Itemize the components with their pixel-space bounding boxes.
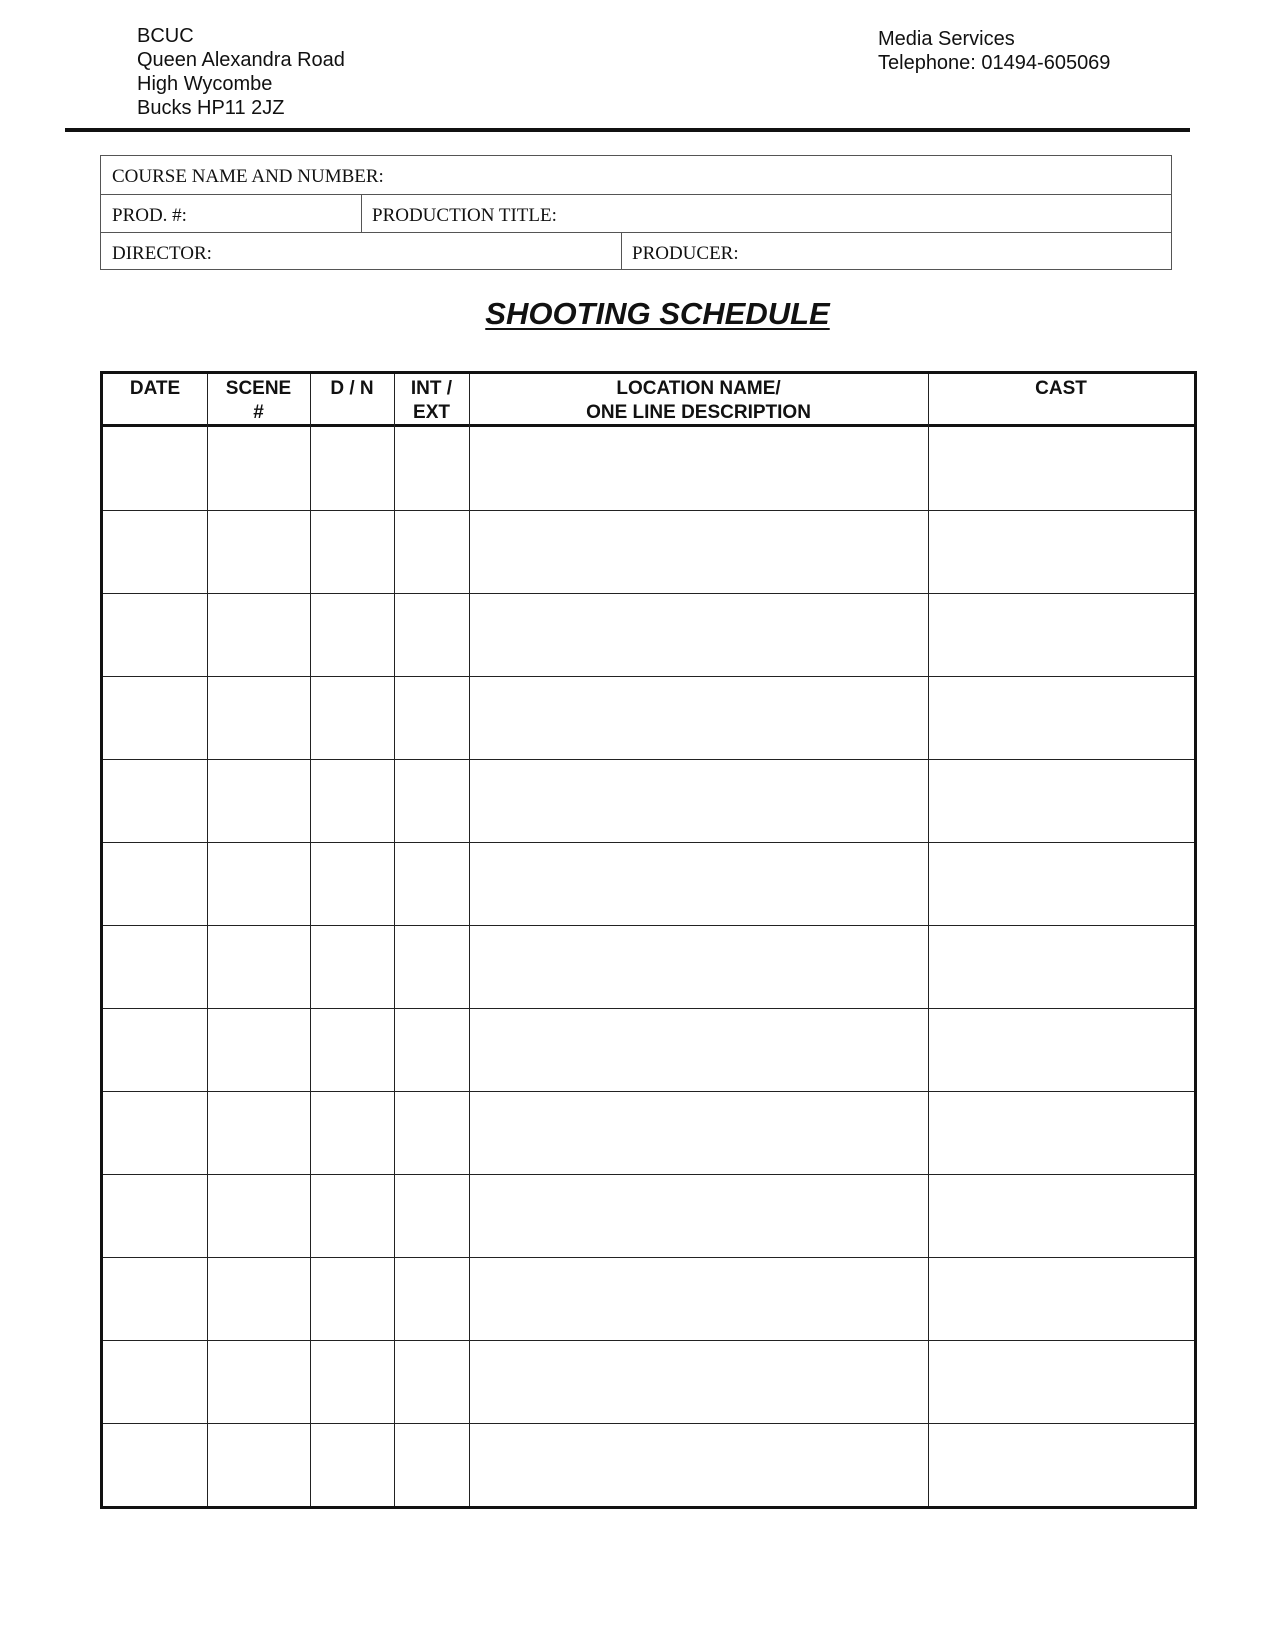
course-row [101,156,1171,195]
table-row [103,1423,1194,1424]
shooting-schedule-table [100,371,1197,1509]
header-date [103,374,207,424]
header-text: INT / [410,378,453,399]
header-cast [928,374,1194,424]
department-name: Media Services [878,28,1015,50]
table-row [103,510,1194,511]
table-row [103,676,1194,677]
producer-field[interactable] [621,233,1171,269]
address-line: High Wycombe [137,73,273,95]
page-title: SHOOTING SCHEDULE [485,296,830,331]
producer-label: PRODUCER: [632,243,739,264]
table-row [103,1340,1194,1341]
table-row [103,593,1194,594]
header-text: # [253,402,264,423]
table-row [103,1174,1194,1175]
course-name-field[interactable] [101,156,1171,194]
address-block [137,24,345,120]
prod-number-field[interactable] [101,195,361,232]
column-divider [928,374,929,1506]
table-row [103,1091,1194,1092]
header-text: CAST [1035,378,1087,399]
header-int-ext [394,374,469,424]
production-title-label: PRODUCTION TITLE: [372,205,557,226]
course-name-label: COURSE NAME AND NUMBER: [112,166,384,187]
address-line: Bucks HP11 2JZ [137,97,285,119]
header-text: DATE [129,378,181,399]
table-row [103,1257,1194,1258]
header-location [469,374,928,424]
prod-number-label: PROD. #: [112,205,187,226]
table-row [103,1008,1194,1009]
production-title-field[interactable] [361,195,1171,232]
telephone-line: Telephone: 01494-605069 [878,52,1111,74]
address-line: BCUC [137,25,194,47]
header-text: EXT [413,402,450,423]
table-row [103,759,1194,760]
production-info-form [100,155,1172,270]
column-divider [469,374,470,1506]
production-row [101,195,1171,233]
column-divider [207,374,208,1506]
header-text: D / N [330,378,374,399]
header-scene [207,374,310,424]
header-text: SCENE [225,378,292,399]
address-line: Queen Alexandra Road [137,49,345,71]
table-row [103,842,1194,843]
header-divider [65,128,1190,132]
header-text: ONE LINE DESCRIPTION [586,402,811,423]
contact-block [878,27,1110,75]
director-producer-row [101,233,1171,269]
table-header [103,374,1194,427]
header-day-night [310,374,394,424]
column-divider [394,374,395,1506]
table-row [103,925,1194,926]
director-field[interactable] [101,233,621,269]
director-label: DIRECTOR: [112,243,212,264]
header-text: LOCATION NAME/ [616,378,781,399]
column-divider [310,374,311,1506]
